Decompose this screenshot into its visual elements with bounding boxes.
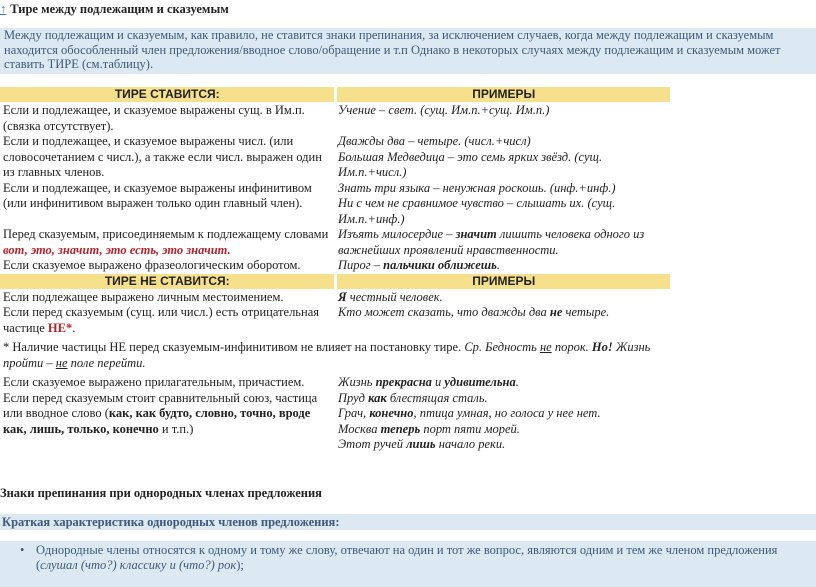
table-header bbox=[0, 274, 670, 290]
rule-cell: Если и подлежащее, и сказуемое выражены числ. (или словосочетанием с числ.), а также если числ. выражен один из главных членов. bbox=[3, 134, 322, 179]
bullet-example: слушал (что?) классику и (что?) рок bbox=[40, 558, 237, 572]
rule-cell: Если и подлежащее, и сказуемое выражены сущ. в Им.п. (связка отсутствует). bbox=[3, 103, 305, 133]
rule-text: Если перед сказуемым (сущ. или числ.) есть отрицательная частице bbox=[3, 305, 319, 335]
example-text: и bbox=[431, 375, 445, 389]
example-cell bbox=[335, 181, 670, 228]
example-key: пальчики оближешь bbox=[383, 258, 497, 272]
rule-text: Перед сказуемым, присоединяемым к подлежащему словами bbox=[3, 227, 329, 241]
note-text: Ср. Бедность bbox=[464, 340, 540, 354]
example-line: Грач, конечно, птица умная, но голоса у нее нет. bbox=[338, 406, 601, 420]
bullet-text: ); bbox=[236, 558, 244, 572]
header-left: ТИРЕ СТАВИТСЯ: bbox=[0, 87, 335, 103]
header-right: ПРИМЕРЫ bbox=[335, 274, 670, 290]
example-cell bbox=[335, 391, 670, 453]
rule-cell bbox=[0, 227, 335, 258]
example-key: не bbox=[549, 305, 563, 319]
bullet-text: Однородные члены относятся к одному и тому же слову, отвечают на один и тот же вопрос, являются одним и тем же членом предложения ( bbox=[36, 543, 778, 572]
example-text: четыре. bbox=[562, 305, 610, 319]
table-row bbox=[0, 181, 670, 228]
highlight-words: вот, это, значит, это есть, это значит. bbox=[3, 242, 231, 257]
example-cell bbox=[335, 227, 670, 258]
rule-cell bbox=[0, 305, 335, 336]
rule-cell bbox=[0, 391, 335, 453]
rule-text: . bbox=[72, 320, 76, 335]
bullet-item bbox=[0, 541, 816, 587]
note-bold: Но! bbox=[591, 340, 613, 354]
example-text: лишить человека одного из важнейших проявлений нравственности. bbox=[338, 227, 645, 257]
example-line: Ни с чем не сравнимое чувство – слышать их. (сущ. Им.п.+инф.) bbox=[338, 196, 616, 226]
example-line: Дважды два – четыре. (числ.+числ) bbox=[338, 134, 531, 148]
bullet-icon: • bbox=[20, 543, 25, 557]
example-cell: Учение – свет. (сущ. Им.п.+сущ. Им.п.) bbox=[338, 103, 550, 117]
rule-text: и т.п.) bbox=[158, 421, 194, 436]
note-cell bbox=[0, 336, 670, 375]
example-line: Большая Медведица – это семь ярких звёзд. (сущ. Им.п.+числ.) bbox=[338, 149, 603, 179]
header-left: ТИРЕ НЕ СТАВИТСЯ: bbox=[0, 274, 335, 290]
rule-cell: Если сказуемое выражено фразеологическим оборотом. bbox=[3, 258, 301, 272]
example-cell bbox=[335, 134, 670, 181]
example-cell bbox=[335, 258, 670, 274]
rule-bold: как, как будто, словно, точно, вроде как, лишь, только, конечно bbox=[3, 406, 311, 436]
example-key: значит bbox=[455, 227, 497, 241]
table-row bbox=[0, 375, 670, 391]
title-text: Тире между подлежащим и сказуемым bbox=[10, 2, 229, 16]
subsection-bar: Краткая характеристика однородных членов предложения: bbox=[0, 514, 816, 530]
back-to-top-link[interactable]: ↑ bbox=[0, 2, 7, 16]
table-row bbox=[0, 391, 670, 453]
example-key: Я bbox=[338, 289, 347, 304]
page-title bbox=[0, 2, 229, 17]
example-cell bbox=[335, 289, 670, 305]
rule-cell: Если сказуемое выражено прилагательным, причастием. bbox=[3, 375, 305, 389]
example-line: Этот ручей лишь начало реки. bbox=[338, 437, 506, 451]
highlight-words: НЕ* bbox=[47, 320, 73, 335]
example-line: Пруд как блестящая сталь. bbox=[338, 390, 488, 405]
table-row bbox=[0, 305, 670, 336]
example-text: . bbox=[515, 375, 519, 389]
table-row bbox=[0, 258, 670, 274]
note-text: Жизнь пройти – bbox=[3, 340, 651, 370]
table-row bbox=[0, 289, 670, 305]
note-text: порок. bbox=[551, 340, 592, 354]
table-row bbox=[0, 336, 670, 375]
example-line: Знать три языка – ненужная роскошь. (инф.+инф.) bbox=[338, 180, 616, 195]
example-cell bbox=[335, 305, 670, 336]
intro-paragraph: Между подлежащим и сказуемым, как правило, не ставится знаки препинания, за исключением случаев, когда между подлежащим и сказуемым находится обособленный член предложения/вводное слово/обращение и т.п Однако в некоторых случаях между подлежащим и сказуемым может ставить ТИРЕ (см.таблицу). bbox=[0, 28, 816, 74]
example-text: Жизнь bbox=[338, 375, 376, 389]
example-key: прекрасна bbox=[375, 375, 432, 389]
rule-cell: Если и подлежащее, и сказуемое выражены инфинитивом (или инфинитивом выражен только один главный член). bbox=[3, 180, 312, 210]
table-row bbox=[0, 103, 670, 135]
example-text: честный человек. bbox=[346, 289, 443, 304]
rules-table bbox=[0, 87, 670, 453]
rule-text: Если перед сказуемым стоит сравнительный союз, частица или вводное слово ( bbox=[3, 390, 318, 420]
example-text: . bbox=[496, 258, 501, 272]
example-text: Пирог – bbox=[338, 258, 384, 272]
example-cell bbox=[335, 375, 670, 391]
table-header bbox=[0, 87, 670, 103]
example-line: Москва теперь порт пяти морей. bbox=[338, 421, 520, 436]
note-underlined: не bbox=[539, 340, 552, 354]
note-text: * Наличие частицы НЕ перед сказуемым-инфинитивом не влияет на постановку тире. bbox=[3, 340, 465, 354]
table-row bbox=[0, 134, 670, 181]
example-text: Кто может сказать, что дважды два bbox=[338, 305, 550, 319]
note-underlined: не bbox=[55, 355, 68, 370]
example-key: удивительна bbox=[444, 375, 516, 389]
header-right: ПРИМЕРЫ bbox=[335, 87, 670, 103]
table-row bbox=[0, 227, 670, 258]
section-heading: Знаки препинания при однородных членах предложения bbox=[0, 486, 322, 500]
example-text: Изъять милосердие – bbox=[338, 227, 456, 241]
rule-cell: Если подлежащее выражено личным местоимением. bbox=[3, 289, 284, 304]
note-text: поле перейти. bbox=[67, 355, 146, 370]
